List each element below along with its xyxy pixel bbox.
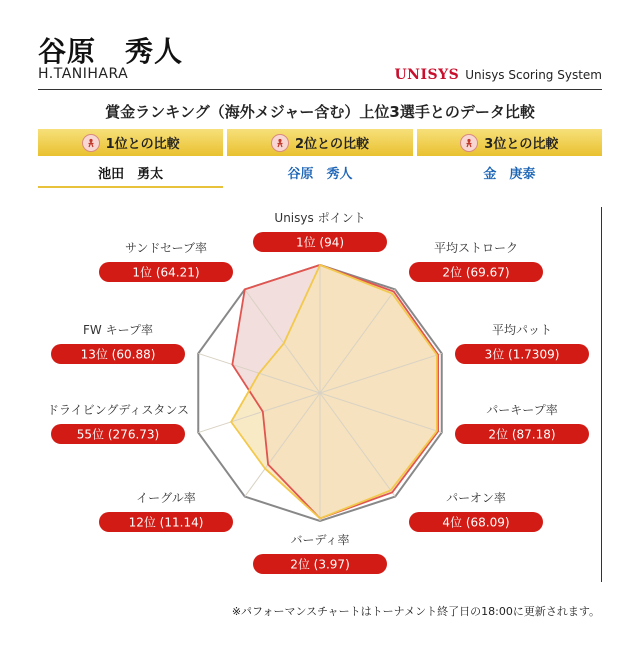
rank-value: 2位 (3.97) [290,557,350,572]
axis-label: サンドセーブ率 [125,241,207,255]
axis-label: 平均パット [491,323,553,337]
axis-label: Unisys ポイント [274,211,366,225]
footnote: ※パフォーマンスチャートはトーナメント終了日の18:00に更新されます。 [231,605,600,618]
player-1st: 池田 勇太 [38,158,223,188]
unisys-logo: UNISYS [394,67,460,83]
axis-label: ドライビングディスタンス [46,403,190,417]
tab-label: 3位との比較 [484,137,559,152]
axis-label: バーディ率 [290,533,350,547]
tab-label: 2位との比較 [294,137,370,152]
rank-value: 1位 (64.21) [132,265,200,280]
rank-value: 12位 (11.14) [128,515,204,530]
rank-value: 2位 (69.67) [442,265,510,280]
rank-value: 13位 (60.88) [80,347,156,362]
brand-text: Unisys Scoring System [465,68,602,82]
player-2nd-link[interactable]: 谷原 秀人 [287,166,353,182]
axis-label: パーキープ率 [486,403,558,417]
axis-label: パーオン率 [446,491,506,505]
player-name-en: H.TANIHARA [38,66,129,82]
tab-label: 1位との比較 [105,137,180,152]
player-name-jp: 谷原 秀人 [38,35,184,68]
rank-value: 2位 (87.18) [488,427,556,442]
axis-label: FW キープ率 [83,323,153,337]
rank-value: 55位 (276.73) [76,427,160,442]
rank-value: 4位 (68.09) [442,515,510,530]
page-subtitle: 賞金ランキング（海外メジャー含む）上位3選手とのデータ比較 [105,103,535,121]
axis-label: 平均ストローク [433,241,519,255]
rank-value: 3位 (1.7309) [484,347,560,362]
rank-value: 1位 (94) [295,235,345,250]
player-3rd-link[interactable]: 金 庚泰 [483,166,536,182]
axis-label: イーグル率 [136,491,196,505]
